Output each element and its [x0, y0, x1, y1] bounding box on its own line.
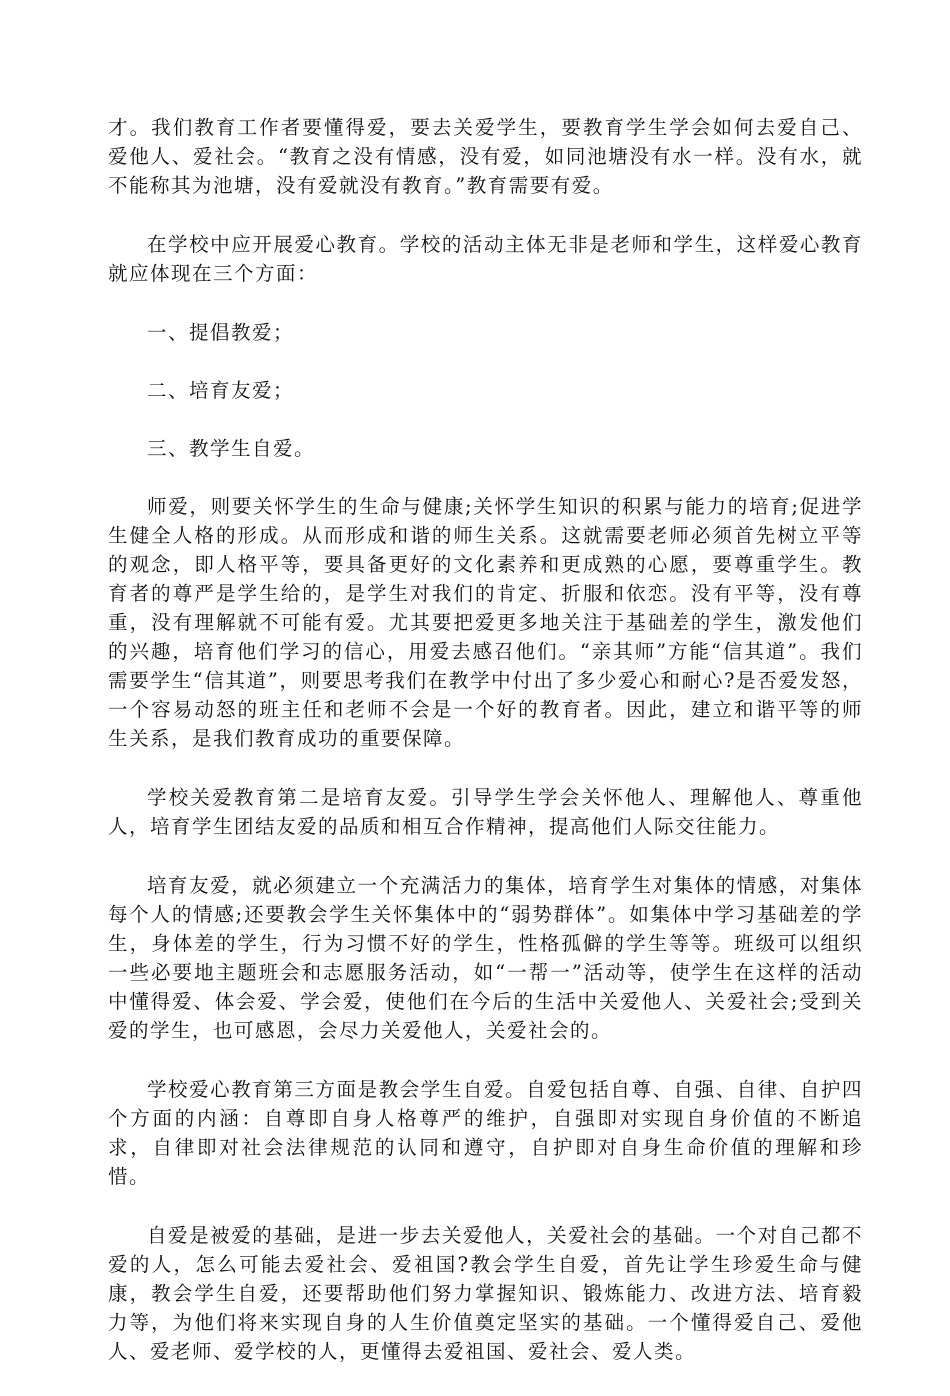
list-item-1: 一、提倡教爱； [147, 321, 295, 344]
paragraph-continuation: 才。我们教育工作者要懂得爱，要去关爱学生，要教育学生学会如何去爱自己、爱他人、爱社会。“教育之没有情感，没有爱，如同池塘没有水一样。没有水，就不能称其为池塘，没有爱就没有教育。”教育需要有爱。 [108, 116, 863, 197]
document-body [108, 113, 863, 1396]
paragraph-friendship-intro: 学校关爱教育第二是培育友爱。引导学生学会关怀他人、理解他人、尊重他人，培育学生团结友爱的品质和相互合作精神，提高他们人际交往能力。 [108, 786, 863, 838]
paragraph-self-love-detail: 自爱是被爱的基础，是进一步去关爱他人，关爱社会的基础。一个对自己都不爱的人，怎么可能去爱社会、爱祖国?教会学生自爱，首先让学生珍爱生命与健康，教会学生自爱，还要帮助他们努力掌握知识、锻炼能力、改进方法、培育毅力等，为他们将来实现自身的人生价值奠定坚实的基础。一个懂得爱自己、爱他人、爱老师、爱学校的人，更懂得去爱祖国、爱社会、爱人类。 [108, 1224, 863, 1363]
list-item-2: 二、培育友爱； [147, 379, 295, 402]
paragraph-self-love-intro: 学校爱心教育第三方面是教会学生自爱。自爱包括自尊、自强、自律、自护四个方面的内涵：自尊即自身人格尊严的维护，自强即对实现自身价值的不断追求，自律即对社会法律规范的认同和遵守，自护即对自身生命价值的理解和珍惜。 [108, 1078, 863, 1188]
paragraph-intro-love-education: 在学校中应开展爱心教育。学校的活动主体无非是老师和学生，这样爱心教育就应体现在三个方面： [108, 233, 863, 285]
paragraph-teacher-love: 师爱，则要关怀学生的生命与健康;关怀学生知识的积累与能力的培育;促进学生健全人格的形成。从而形成和谐的师生关系。这就需要老师必须首先树立平等的观念，即人格平等，要具备更好的文化素养和更成熟的心愿，要尊重学生。教育者的尊严是学生给的，是学生对我们的肯定、折服和依恋。没有平等，没有尊重，没有理解就不可能有爱。尤其要把爱更多地关注于基础差的学生，激发他们的兴趣，培育他们学习的信心，用爱去感召他们。“亲其师”方能“信其道”。我们需要学生“信其道”，则要思考我们在教学中付出了多少爱心和耐心?是否爱发怒，一个容易动怒的班主任和老师不会是一个好的教育者。因此，建立和谐平等的师生关系，是我们教育成功的重要保障。 [108, 495, 863, 750]
list-item-3: 三、教学生自爱。 [147, 437, 316, 460]
paragraph-friendship-detail: 培育友爱，就必须建立一个充满活力的集体，培育学生对集体的情感，对集体每个人的情感;还要教会学生关怀集体中的“弱势群体”。如集体中学习基础差的学生，身体差的学生，行为习惯不好的学生，性格孤僻的学生等等。班级可以组织一些必要地主题班会和志愿服务活动，如“一帮一”活动等，使学生在这样的活动中懂得爱、体会爱、学会爱，使他们在今后的生活中关爱他人、关爱社会;受到关爱的学生，也可感恩，会尽力关爱他人，关爱社会的。 [108, 874, 863, 1042]
